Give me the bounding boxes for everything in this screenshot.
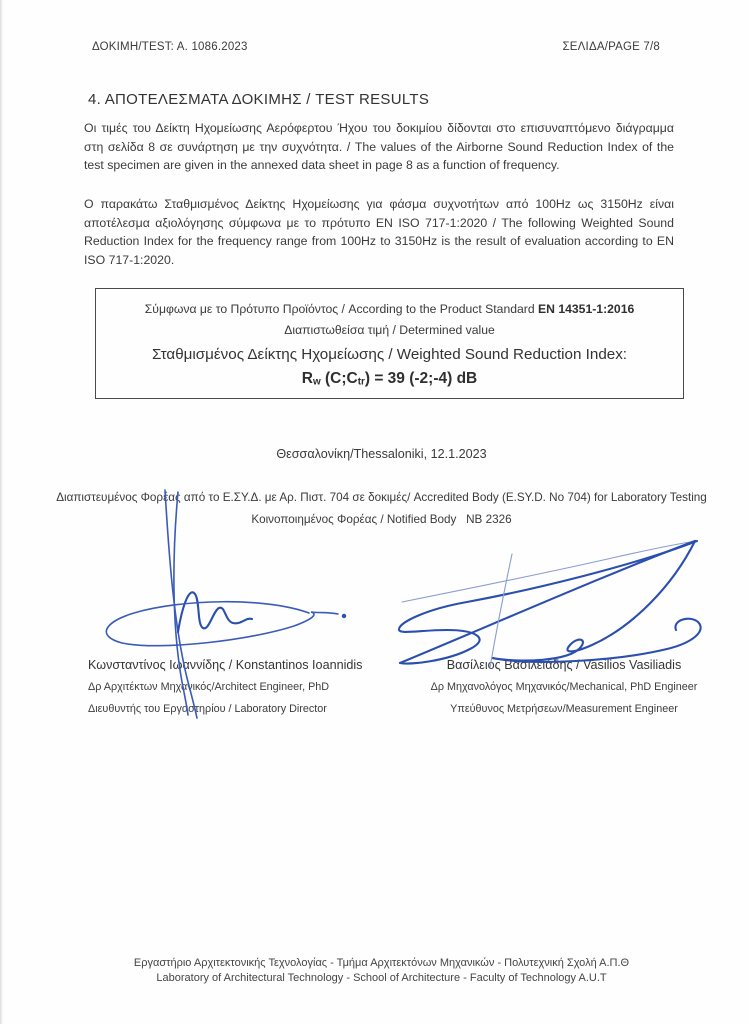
paragraph-evaluation: Ο παρακάτω Σταθμισμένος Δείκτης Ηχομείωσης για φάσμα συχνοτήτων από 100Hz ως 3150Hz είναι αποτέλεσμα αξιολόγησης σύμφωνα με το πρότυπο EN ISO 717-1:2020 / The following Weighted Sound Reduction Index for the frequency range from 100Hz to 3150Hz is the result of evaluation according to EN ISO 717-1:2020. (84, 197, 674, 267)
result-standard-prefix: Σύμφωνα με το Πρότυπο Προϊόντος / According to the Product Standard (144, 302, 539, 316)
formula-sub-w: w (312, 376, 321, 388)
formula-base-2: (C;C (320, 370, 358, 387)
scan-artifact-left (0, 0, 3, 1024)
formula-sub-tr: tr (357, 376, 365, 388)
formula-base-1: R (301, 370, 313, 387)
footer-line-2: Laboratory of Architectural Technology - School of Architecture - Faculty of Technology A.U.T (156, 972, 607, 984)
result-box (95, 288, 684, 399)
formula-base-3: ) = 39 (-2;-4) dB (364, 370, 478, 387)
result-formula (302, 370, 478, 388)
result-determined-label: Διαπιστωθείσα τιμή / Determined value (284, 323, 495, 337)
result-index-label: Σταθμισμένος Δείκτης Ηχομείωσης / Weighted Sound Reduction Index: (151, 346, 628, 363)
signatory-right-block (414, 658, 714, 725)
doc-id: ΔΟΚΙΜΗ/TEST: A. 1086.2023 (92, 41, 248, 53)
accreditation-line-1: Διαπιστευμένος Φορέας από το Ε.ΣΥ.Δ. με Αρ. Πιστ. 704 σε δοκιμές/ Accredited Body (E.SY.D. No 704) for Laboratory Testing (56, 491, 707, 504)
result-standard-code: EN 14351-1:2016 (538, 302, 635, 316)
signatory-left-role-2: Διευθυντής του Εργαστηρίου / Laboratory Director (88, 703, 327, 715)
signatory-right-role-1: Δρ Μηχανολόγος Μηχανικός/Mechanical, PhD Engineer (430, 681, 698, 693)
result-standard-line (145, 302, 635, 316)
signatory-right-role-2: Υπεύθυνος Μετρήσεων/Measurement Engineer (450, 703, 678, 715)
paragraph-results-intro: Οι τιμές του Δείκτη Ηχομείωσης Αερόφερτου Ήχου του δοκιμίου δίδονται στο επισυναπτόμενο διάγραμμα στη σελίδα 8 σε συνάρτηση με την συχνότητα. / The values of the Airborne Sound Reduction Index of the test specimen are given in the annexed data sheet in page 8 as a function of frequency. (84, 121, 674, 172)
signatory-left-role-1: Δρ Αρχιτέκτων Μηχανικός/Architect Engineer, PhD (88, 681, 330, 693)
footer-line-1: Εργαστήριο Αρχιτεκτονικής Τεχνολογίας - Τμήμα Αρχιτεκτόνων Μηχανικών - Πολυτεχνική Σχολή Α.Π.Θ (133, 957, 630, 969)
signature-right (392, 532, 716, 672)
signatory-left-block (88, 658, 410, 725)
signatory-left-name: Κωνσταντίνος Ιωαννίδης / Konstantinos Ioannidis (88, 658, 363, 672)
accreditation-line-2: Κοινοποιημένος Φορέας / Notified Body NB 2326 (251, 513, 512, 526)
date-line: Θεσσαλονίκη/Thessaloniki, 12.1.2023 (276, 447, 487, 461)
page-number: ΣΕΛΙΔΑ/PAGE 7/8 (562, 41, 660, 53)
signatory-right-name: Βασίλειος Βασιλειάδης / Vasilios Vasiliadis (446, 658, 682, 672)
section-title: 4. ΑΠΟΤΕΛΕΣΜΑΤΑ ΔΟΚΙΜΗΣ / TEST RESULTS (88, 91, 430, 108)
